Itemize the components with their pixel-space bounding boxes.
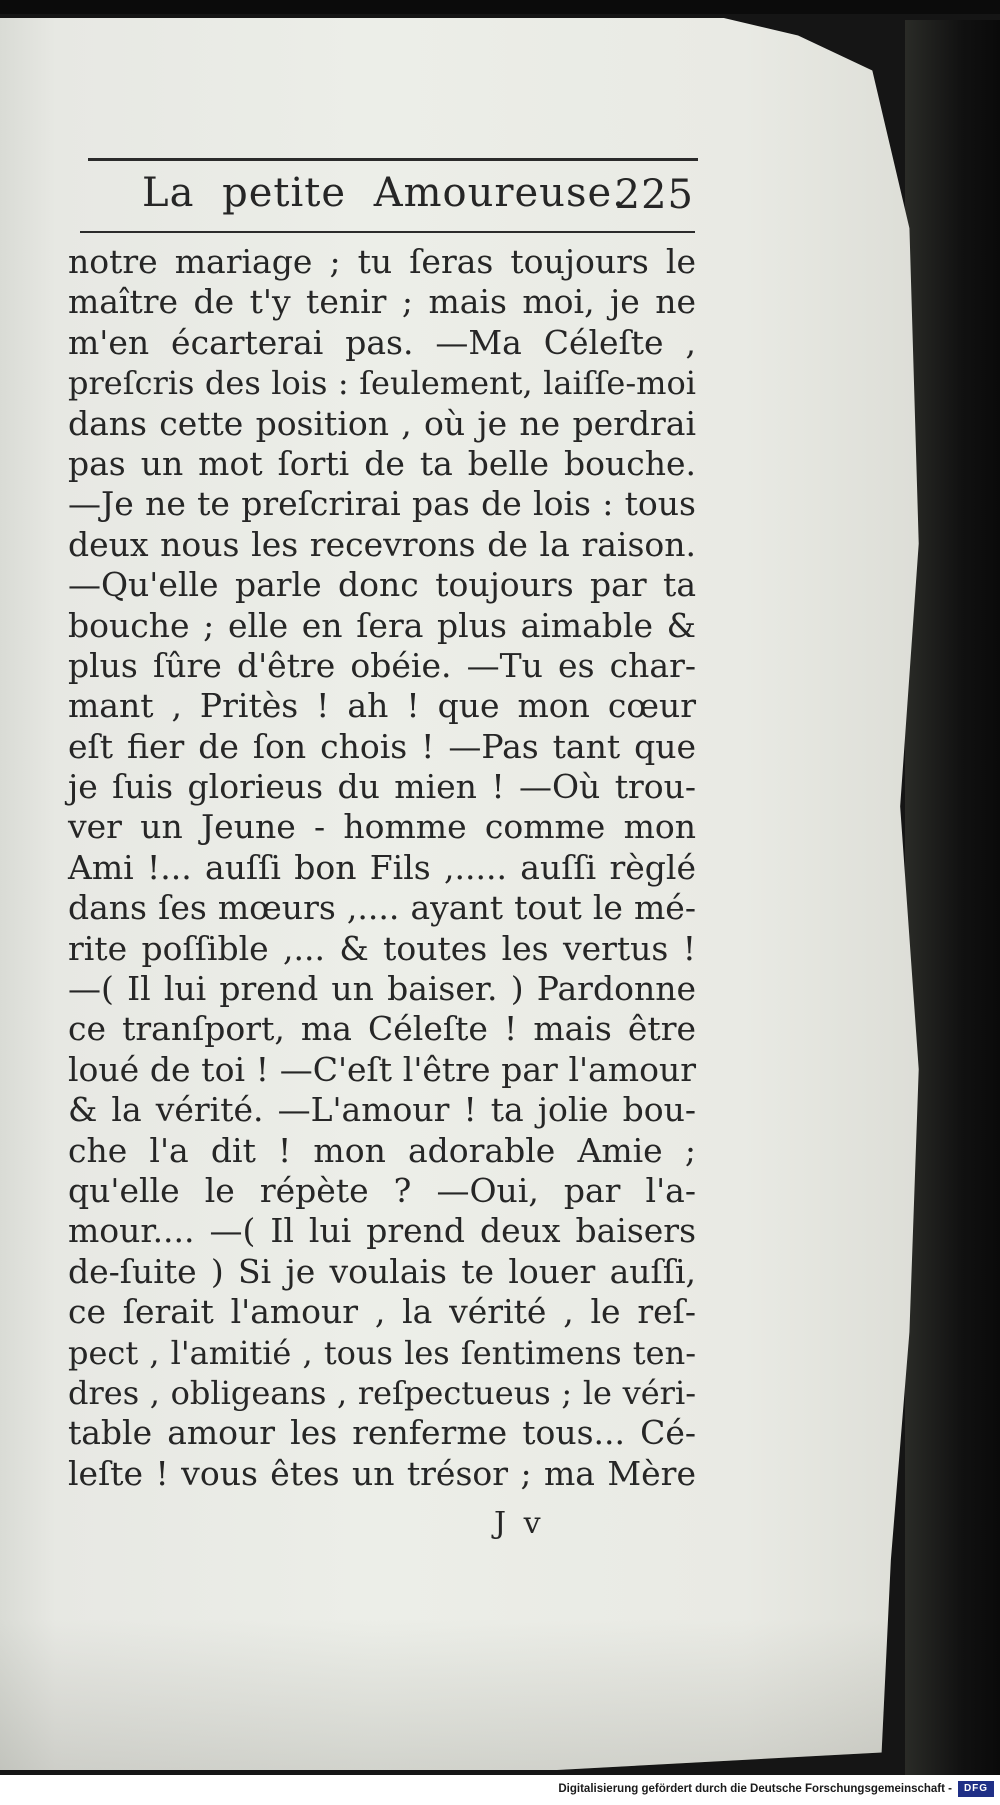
text-line: qu'elle le répète ? —Oui, par l'a- — [68, 1170, 696, 1210]
text-line: leſte ! vous êtes un trésor ; ma Mère — [68, 1453, 696, 1493]
binding-shadow — [905, 20, 1000, 1775]
text-line: ce ſerait l'amour , la vérité , le reſ- — [68, 1292, 696, 1332]
text-line: table amour les renferme tous... Cé- — [68, 1413, 696, 1453]
text-line: deux nous les recevrons de la raison. — [68, 524, 696, 564]
text-line: mant , Pritès ! ah ! que mon cœur — [68, 686, 696, 726]
digitization-credit: Digitalisierung gefördert durch die Deutsche Forschungsgemeinschaft - — [558, 1783, 952, 1795]
text-line: dans ſes mœurs ,.... ayant tout le mé- — [68, 888, 696, 928]
text-line: rite poſſible ,... & toutes les vertus ! — [68, 928, 696, 968]
text-line: loué de toi ! —C'eſt l'être par l'amour — [68, 1049, 696, 1089]
text-line: plus ſûre d'être obéie. —Tu es char- — [68, 645, 696, 685]
text-line: je ſuis glorieus du mien ! —Où trou- — [68, 767, 696, 807]
catchword: J v — [494, 1506, 545, 1541]
text-line: —( Il lui prend un baiser. ) Pardonne — [68, 969, 696, 1009]
header-rule-top — [88, 158, 698, 161]
text-line: dres , obligeans , reſpectueus ; le véri- — [68, 1373, 696, 1412]
text-line: bouche ; elle en ſera plus aimable & — [68, 605, 696, 645]
text-line: pas un mot ſorti de ta belle bouche. — [68, 443, 696, 483]
text-line: m'en écarterai pas. —Ma Céleſte , — [68, 322, 696, 362]
text-line: Ami !... auſſi bon Fils ,..... auſſi règlé — [68, 847, 696, 887]
text-line: —Je ne te preſcrirai pas de lois : tous — [68, 484, 696, 524]
footer-bar — [0, 1775, 1000, 1805]
text-line: maître de t'y tenir ; mais moi, je ne — [68, 282, 696, 322]
page-number: 225 — [614, 172, 694, 218]
text-line: ver un Jeune - homme comme mon — [68, 807, 696, 847]
running-title: La petite Amoureuse. — [142, 170, 626, 216]
text-line: dans cette position , où je ne perdrai — [68, 403, 696, 443]
text-line: mour.... —( Il lui prend deux baisers — [68, 1211, 696, 1251]
body-text — [68, 242, 696, 1494]
dfg-logo: DFG — [958, 1781, 994, 1797]
text-line: & la vérité. —L'amour ! ta jolie bou- — [68, 1090, 696, 1130]
text-line: ce tranſport, ma Céleſte ! mais être — [68, 1009, 696, 1049]
text-line: eſt fier de ſon chois ! —Pas tant que — [68, 726, 696, 766]
text-line: de-ſuite ) Si je voulais te louer auſſi, — [68, 1251, 696, 1291]
running-head — [88, 170, 698, 228]
text-line: —Qu'elle parle donc toujours par ta — [68, 565, 696, 605]
text-line: preſcris des lois : ſeulement, laiſſe-moi — [68, 364, 696, 403]
scan-top-edge — [0, 0, 1000, 14]
text-line: che l'a dit ! mon adorable Amie ; — [68, 1130, 696, 1170]
header-rule-bottom — [80, 231, 695, 233]
text-line: notre mariage ; tu ſeras toujours le — [68, 242, 696, 281]
page-bottom-shade — [0, 1618, 928, 1770]
text-line: pect , l'amitié , tous les ſentimens ten- — [68, 1333, 696, 1372]
